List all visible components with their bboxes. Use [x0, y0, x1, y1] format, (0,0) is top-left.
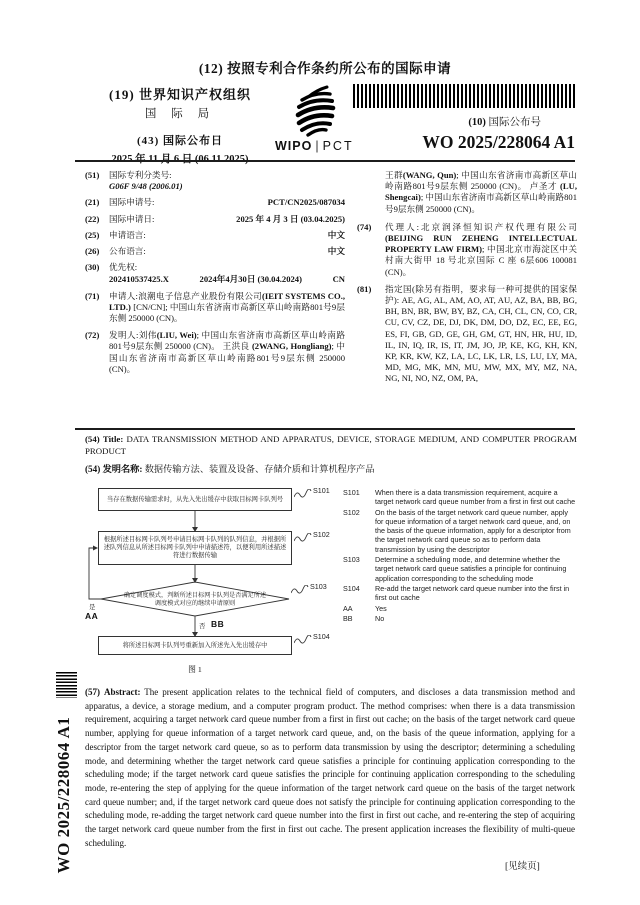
- field-priority: (30) 优先权: 202410537425.X 2024年4月30日 (30.04.2024) CN: [85, 262, 345, 285]
- header-divider: [75, 160, 575, 162]
- priority-data-row: [109, 274, 345, 285]
- flow-decision-s103: 确定调度模式，判断所述目标网卡队列是否满足所述调度模式对应的继续申请原则: [123, 591, 267, 607]
- wipo-logo-block: [275, 84, 353, 166]
- biblio-left-column: [85, 170, 345, 391]
- header-row: [85, 84, 575, 166]
- branch-bb-label: BB: [211, 619, 225, 629]
- legend-key: BB: [343, 613, 353, 623]
- legend-key: S103: [343, 555, 360, 565]
- field-filing-date: (22) 国际申请日: 2025 年 4 月 3 日 (03.04.2025): [85, 213, 345, 224]
- continued-on-next-page-note: [见续页]: [505, 862, 540, 872]
- field-agent: (74) 代理人:北京润泽恒知识产权代理有限公司(BEIJING RUN ZEHENG INTELLECTUAL PROPERTY LAW FIRM); 中国北京市海淀区中关村南大街甲 18 号北京国际 C 座 6层606 100081 (CN)。: [357, 221, 578, 277]
- wipo-logo-icon: [291, 85, 337, 137]
- publication-number-block: [353, 84, 575, 166]
- designated-states-list: AE, AG, AL, AM, AO, AT, AU, AZ, BA, BB, BG, BH, BN, BR, BW, BY, BZ, CA, CH, CL, CN, CO, CR, CU, CV, CZ, DE, DJ, DK, DM, DO, DZ, EC, EE, EG, ES, FI, GB, GD, GE, GH, GM, GT, HN, HR, HU, ID, IL, IN, IQ, IR, IS, IT, JM, JO, JP, KE, KG, KH, KN, KP, KR, KW, KZ, LA, LC, LK, LR, LS, LU, LY, MA, MD, MG, MK, MN, MU, MW, MX, MY, MZ, NA, NG, NI, NO, NZ, OM, PA,: [385, 295, 577, 384]
- org-num: (19): [109, 87, 135, 102]
- pub-date-value: [85, 151, 275, 166]
- wordmark-separator: |: [315, 139, 320, 153]
- legend-text: Yes: [375, 603, 387, 613]
- agent-value: 北京润泽恒知识产权代理有限公司(BEIJING RUN ZEHENG INTELLECTUAL PROPERTY LAW FIRM); 中国北京市海淀区中关村南大街甲 18 号北京国际 C 座 6层606 100081 (CN)。: [385, 221, 578, 277]
- publication-type-line: (12) 按照专利合作条约所公布的国际申请: [198, 61, 452, 76]
- biblio-divider: [75, 428, 575, 430]
- abstract-text: The present application relates to the technical field of computers, and discloses a data transmission method and apparatus, a device, a storage medium, and a computer program product. The method comprises: when there is a data transmission requirement, acquiring a target network card queue number from a first in first out cache; on the basis of the target network card queue number, applying for queue information of a target network card queue, and, on the basis of the queue information, applying for a descriptor from the target network card queue, so as to perform data transmission by using the descriptor; determining a scheduling mode, and determining whether the target network card queue satisfies a principle for continuing application corresponding to the scheduling mode; if the target network card queue satisfies the principle for continuing application corresponding to the scheduling mode, re-entering the step of applying for the queue information of the target network card queue on the basis of the target network card queue number; and, if the target network card queue does not satisfy the principle for continuing application corresponding to the scheduling mode, re-adding the target network card queue number into the first in first out cache, and re-entering the step of acquiring the target network card queue number from the first in first out cache. The present application increases the flexibility of multi-queue scheduling.: [85, 687, 576, 848]
- legend-text: On the basis of the target network card queue number, apply for queue information of a target network card queue, and, on the basis of the queue information, apply for a descriptor from the target network card queue so as to perform data transmission by using the descriptor: [375, 507, 571, 554]
- branch-no-label: 否: [199, 623, 206, 630]
- filing-language-value: 中文: [327, 229, 345, 240]
- flow-step-s101: 当存在数据传输需求时，从先入先出缓存中获取目标网卡队列号: [98, 488, 292, 511]
- squiggle-icon: [294, 533, 312, 543]
- biblio-right-column: [357, 170, 577, 391]
- figure-legend: [343, 488, 577, 623]
- org-bureau: 国 际 局: [144, 108, 216, 120]
- field-application-number: (21) 国际申请号: PCT/CN2025/087034: [85, 197, 345, 208]
- legend-text: Re-add the target network card queue number into the first in first out cache: [375, 583, 570, 603]
- figure-caption: 图 1: [188, 665, 202, 674]
- legend-key: S101: [343, 488, 360, 497]
- priority-date: 2024年4月30日 (30.04.2024): [199, 274, 302, 285]
- pub-number-value: WO 2025/228064 A1: [422, 132, 575, 152]
- flow-step-s104: 将所述目标网卡队列号重新加入所述先入先出缓存中: [98, 636, 292, 655]
- priority-label: 优先权:: [109, 262, 138, 273]
- bibliographic-section: [85, 170, 577, 391]
- legend-text: Determine a scheduling mode, and determine whether the target network card queue satisfies a principle for continuing application corresponding to the scheduling mode: [375, 555, 567, 583]
- ipc-label: 国际专利分类号:: [109, 170, 172, 180]
- field-inventors: (72) 发明人:刘伟(LIU, Wei); 中国山东省济南市高新区草山岭南路801号9层东侧 250000 (CN)。 王洪良 (2WANG, Hongliang); 中国山东省济南市高新区草山岭南路801号9层东侧 250000 (CN)。: [85, 330, 345, 374]
- priority-country: CN: [332, 274, 345, 285]
- squiggle-icon: [294, 635, 312, 645]
- step-ref-s101: S101: [294, 486, 330, 499]
- priority-application-number: 202410537425.X: [109, 274, 169, 285]
- flow-step-s102: 根据所述目标网卡队列号申请目标网卡队列的队列信息，并根据所述队列信息从所述目标网卡队列中申请描述符，以便利用所述描述符进行数据传输: [98, 531, 292, 565]
- pub-date-label: (43) 国际公布日: [136, 135, 224, 147]
- application-number-value: PCT/CN2025/087034: [267, 197, 345, 208]
- legend-key: S104: [343, 583, 360, 593]
- field-filing-language: (25) 申请语言: 中文: [85, 229, 345, 240]
- title-english: (54) Title: DATA TRANSMISSION METHOD AND APPARATUS, DEVICE, STORAGE MEDIUM, AND COMPUTER PROGRAM PRODUCT: [85, 434, 578, 456]
- step-ref-s102: S102: [294, 530, 330, 543]
- publication-language-value: 中文: [327, 246, 345, 257]
- wipo-pct-wordmark: WIPO | PCT: [275, 139, 354, 153]
- step-ref-s103: S103: [291, 582, 327, 595]
- barcode: [353, 84, 575, 108]
- legend-text: No: [375, 613, 385, 623]
- squiggle-icon: [291, 585, 309, 595]
- branch-yes-label: 是: [89, 604, 96, 611]
- step-ref-s104: S104: [294, 632, 330, 645]
- field-applicant: (71) 申请人:浪潮电子信息产业股份有限公司(IEIT SYSTEMS CO., LTD.) [CN/CN]; 中国山东省济南市高新区草山岭南路801号9层东侧 250000 (CN)。: [85, 290, 345, 324]
- pub-number-label: (10) 国际公布号: [468, 117, 541, 128]
- org-name: (19) 世界知识产权组织: [109, 87, 251, 102]
- issuing-org-block: [85, 84, 275, 166]
- ipc-value: G06F 9/48 (2006.01): [109, 181, 183, 192]
- legend-key: S102: [343, 507, 360, 517]
- legend-text: When there is a data transmission requirement, acquire a target network card queue number from a first in first out cache: [375, 488, 576, 507]
- inventors-continued: 王群(WANG, Qun); 中国山东省济南市高新区草山岭南路801号9层东侧 250000 (CN)。 卢圣才 (LU, Shengcai); 中国山东省济南市高新区草山岭南路801号9层东侧 250000 (CN)。: [385, 170, 577, 214]
- title-section: [85, 434, 577, 476]
- filing-date-value: 2025 年 4 月 3 日 (03.04.2025): [236, 213, 345, 224]
- applicant-value: 浪潮电子信息产业股份有限公司(IEIT SYSTEMS CO., LTD.) [CN/CN]; 中国山东省济南市高新区草山岭南路801号9层东侧 250000 (CN)。: [109, 290, 345, 324]
- figure-1: [85, 486, 577, 698]
- inventors-value: 刘伟(LIU, Wei); 中国山东省济南市高新区草山岭南路801号9层东侧 250000 (CN)。 王洪良 (2WANG, Hongliang); 中国山东省济南市高新区草山岭南路801号9层东侧 250000 (CN)。: [109, 330, 345, 374]
- side-barcode: [56, 672, 77, 698]
- abstract-section: (57) Abstract: The present application relates to the technical field of computers, and discloses a data transmission method and apparatus, a device, a storage medium, and a computer program product. The method comprises: when there is a data transmission requirement, acquiring a target network card queue number from a first in first out cache; on the basis of the target network card queue number, applying for queue information of a target network card queue, and, on the basis of the queue information, applying for a descriptor from the target network card queue, so as to perform data transmission by using the descriptor; determining a scheduling mode, and determining whether the target network card queue satisfies a principle for continuing application corresponding to the scheduling mode; if the target network card queue satisfies the principle for continuing application corresponding to the scheduling mode, re-entering the step of applying for the queue information of the target network card queue on the basis of the target network card queue number; and, if the target network card queue does not satisfy the principle for continuing application corresponding to the scheduling mode, re-adding the target network card queue number into the first in first out cache, and re-entering the step of acquiring the target network card queue number from the first in first out cache. The present application increases the flexibility of multi-queue scheduling.: [85, 687, 576, 848]
- legend-key: AA: [343, 603, 353, 613]
- field-designated-states: (81) 指定国(除另有指明，要求每一种可提供的国家保护): AE, AG, AL, AM, AO, AT, AU, AZ, BA, BB, BG, BH, BN, BR, BW, BY, BZ, CA, CH, CL, CN, CO, CR, CU, CV, CZ, DE, DJ, DK, DM, DO, DZ, EC, EE, EG, ES, FI, GB, GD, GE, GH, GM, GT, HN, HR, HU, ID, IL, IN, IQ, IR, IS, IT, JM, JO, JP, KE, KG, KH, KN, KP, KR, KW, KZ, LA, LC, LK, LR, LS, LU, LY, MA, MD, MG, MK, MN, MU, MW, MX, MY, MZ, NA, NG, NI, NO, NZ, OM, PA,: [357, 283, 577, 384]
- title-chinese: (54) 发明名称: 数据传输方法、装置及设备、存储介质和计算机程序产品: [85, 464, 375, 474]
- branch-aa-label: AA: [85, 611, 99, 621]
- field-publication-language: (26) 公布语言: 中文: [85, 246, 345, 257]
- flowchart: [85, 486, 335, 686]
- field-ipc: (51) 国际专利分类号: G06F 9/48 (2006.01): [85, 170, 345, 192]
- squiggle-icon: [294, 489, 312, 499]
- side-publication-number: WO 2025/228064 A1: [54, 716, 73, 874]
